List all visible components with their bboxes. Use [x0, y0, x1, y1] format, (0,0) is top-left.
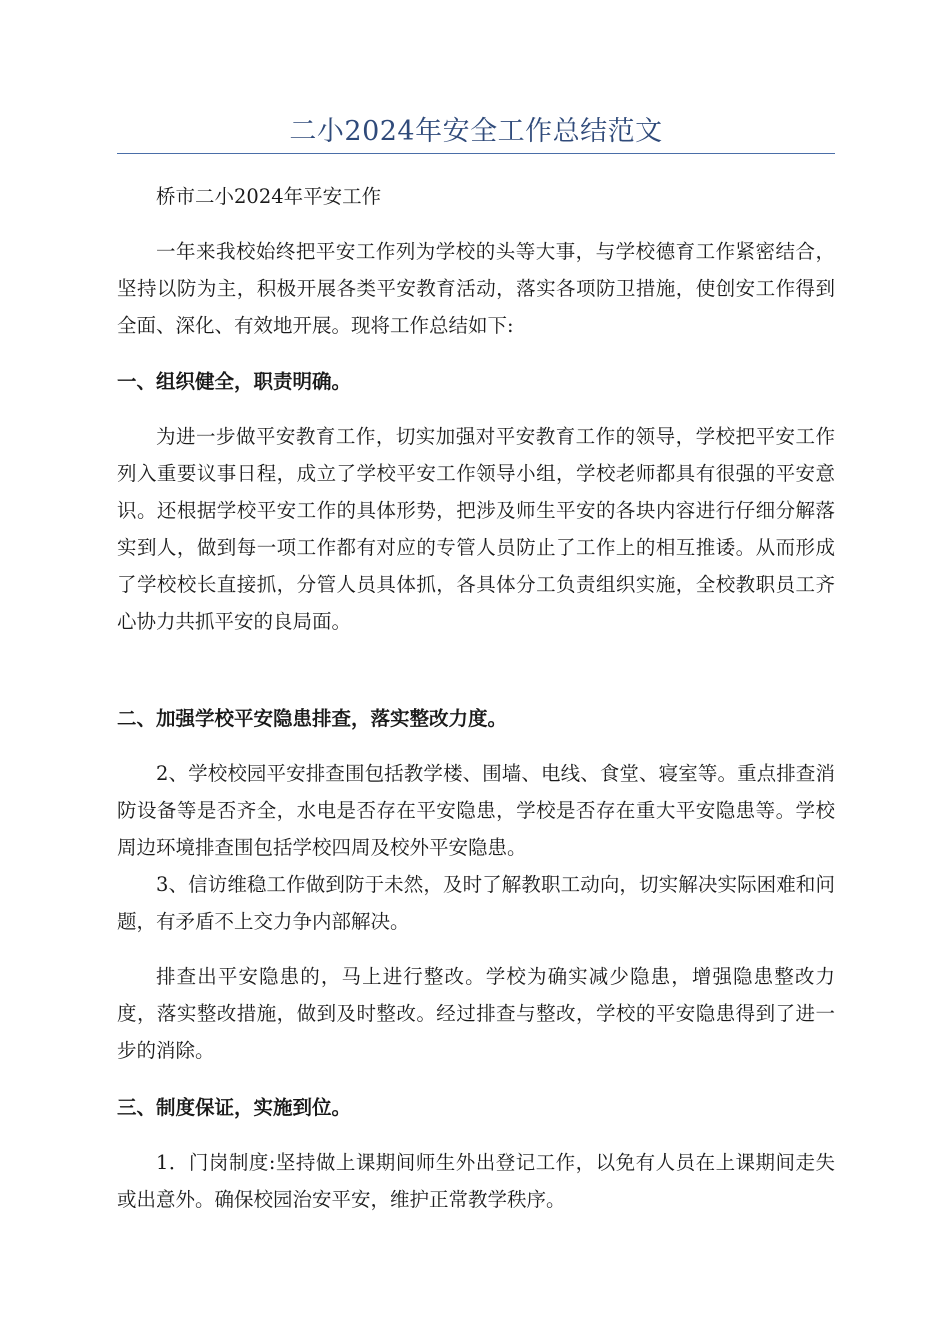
section-2-paragraph-1: 2、学校校园平安排查围包括教学楼、围墙、电线、食堂、寝室等。重点排查消防设备等是否齐全，水电是否存在平安隐患，学校是否存在重大平安隐患等。学校周边环境排查围包括学校四周及校外平安隐患。 [117, 762, 835, 859]
section-2-paragraph-2: 3、信访维稳工作做到防于未然，及时了解教职工动向，切实解决实际困难和问题，有矛盾不上交力争内部解决。 [117, 873, 835, 933]
document-subtitle: 桥市二小2024年平安工作 [156, 185, 382, 208]
section-3-heading: 三、制度保证，实施到位。 [117, 1096, 352, 1119]
section-3-paragraph-1: 1．门岗制度:坚持做上课期间师生外出登记工作，以免有人员在上课期间走失或出意外。确保校园治安平安，维护正常教学秩序。 [117, 1151, 835, 1211]
section-1-paragraph: 为进一步做平安教育工作，切实加强对平安教育工作的领导，学校把平安工作列入重要议事日程，成立了学校平安工作领导小组，学校老师都具有很强的平安意识。还根据学校平安工作的具体形势，把涉及师生平安的各块内容进行仔细分解落实到人，做到每一项工作都有对应的专管人员防止了工作上的相互推诿。从而形成了学校校长直接抓，分管人员具体抓，各具体分工负责组织实施，全校教职员工齐心协力共抓平安的良局面。 [117, 425, 835, 633]
section-2-heading: 二、加强学校平安隐患排查，落实整改力度。 [117, 707, 508, 730]
document-title: 二小2024年安全工作总结范文 [289, 116, 663, 147]
title-underline [117, 153, 835, 154]
section-1-heading: 一、组织健全，职责明确。 [117, 370, 352, 393]
section-2-paragraph-3: 排查出平安隐患的，马上进行整改。学校为确实减少隐患，增强隐患整改力度，落实整改措施，做到及时整改。经过排查与整改，学校的平安隐患得到了进一步的消除。 [117, 965, 835, 1062]
intro-paragraph: 一年来我校始终把平安工作列为学校的头等大事，与学校德育工作紧密结合，坚持以防为主，积极开展各类平安教育活动，落实各项防卫措施，使创安工作得到全面、深化、有效地开展。现将工作总结如下: [117, 240, 835, 337]
